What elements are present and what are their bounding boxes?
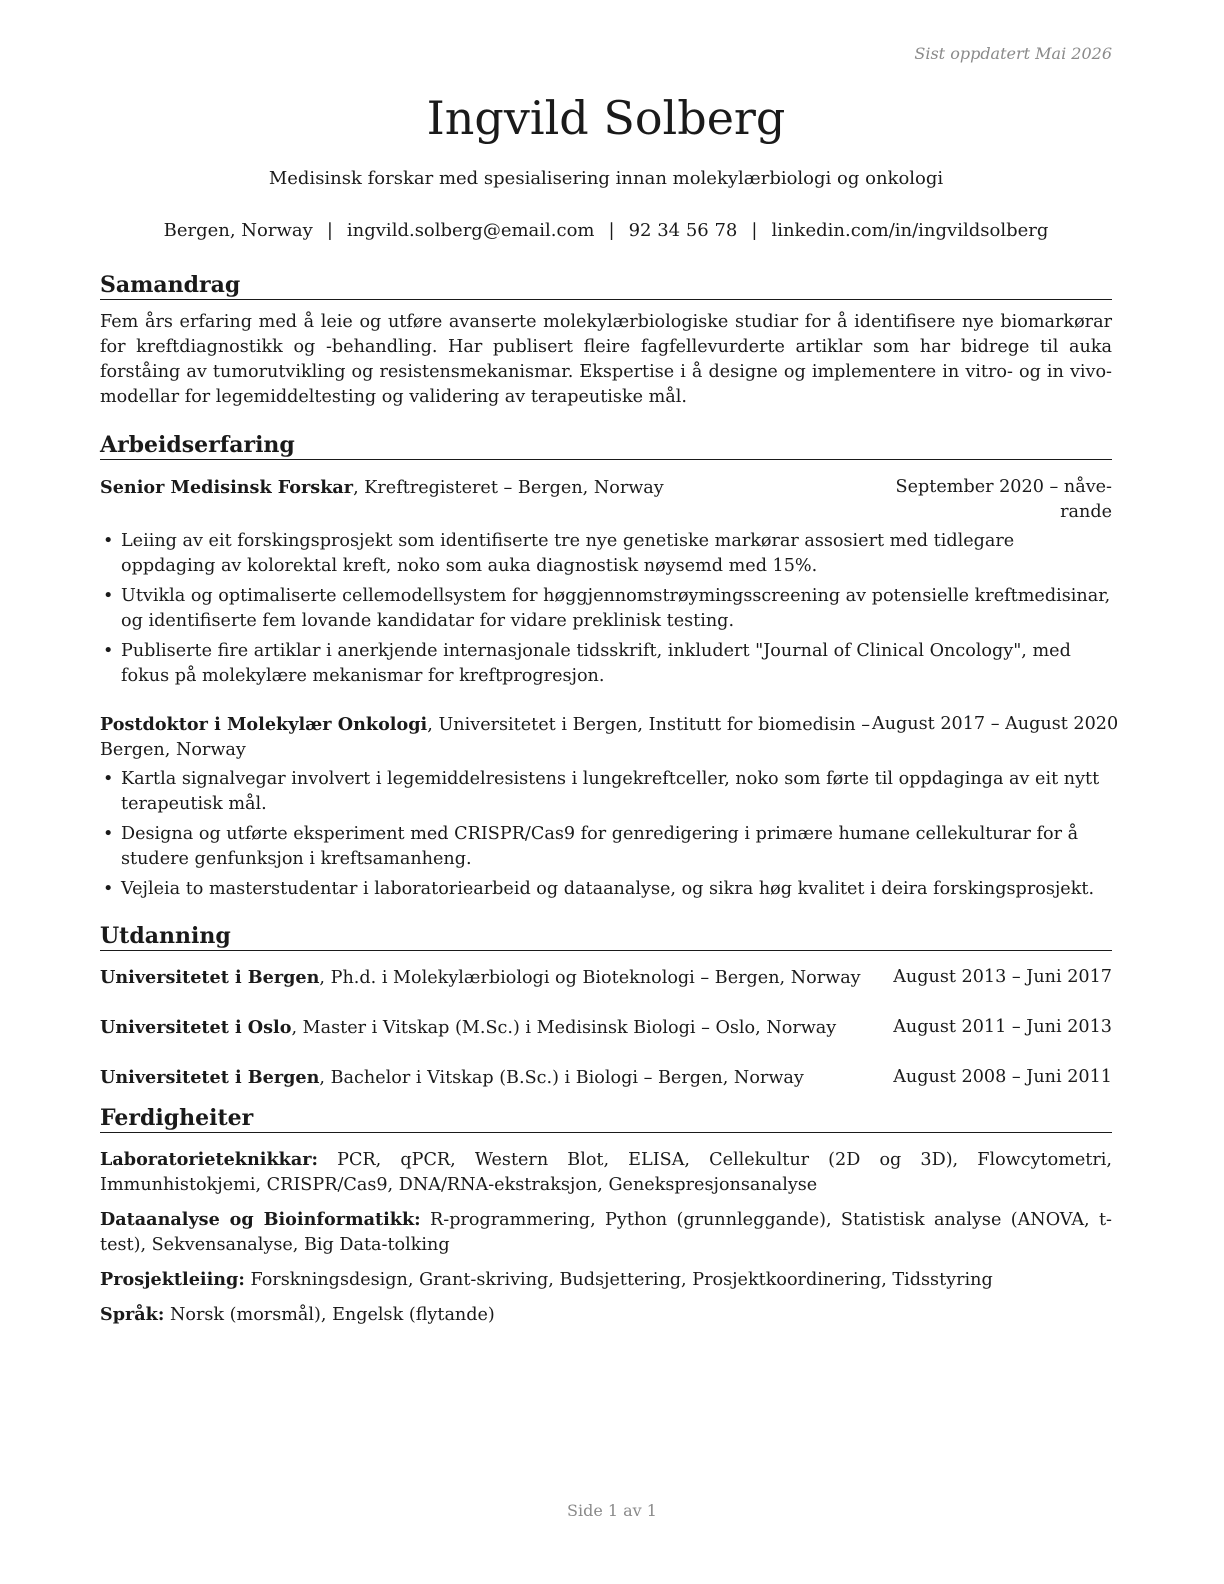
education-school: Universitetet i Bergen bbox=[100, 967, 320, 988]
contact-separator: | bbox=[751, 220, 758, 241]
education-degree: , Master i Vitskap (M.Sc.) i Medisinsk Biologi – Oslo, Norway bbox=[291, 1018, 837, 1038]
job-header bbox=[100, 475, 1112, 525]
skill-label: Dataanalyse og Bioinformatikk: bbox=[100, 1209, 421, 1230]
job-bullet: • Kartla signalvegar involvert i legemiddelresistens i lungekreftceller, noko som førte til oppdaginga av eit nytt terapeutisk mål. bbox=[100, 767, 1112, 817]
education-entry bbox=[100, 1065, 1112, 1091]
section-title-experience: Arbeidserfaring bbox=[100, 431, 1112, 460]
contact-line bbox=[100, 219, 1112, 243]
job-bullets bbox=[100, 529, 1112, 689]
page-number: Side 1 av 1 bbox=[567, 1501, 657, 1520]
skill-row bbox=[100, 1147, 1112, 1198]
education-date: August 2008 – Juni 2011 bbox=[893, 1067, 1112, 1087]
job-entry bbox=[100, 475, 1112, 689]
section-title-skills: Ferdigheiter bbox=[100, 1104, 1112, 1133]
contact-phone: 92 34 56 78 bbox=[628, 220, 738, 241]
job-header bbox=[100, 712, 1119, 763]
skill-value: Forskningsdesign, Grant-skriving, Budsjettering, Prosjektkoordinering, Tidsstyring bbox=[244, 1270, 993, 1290]
summary-section bbox=[100, 271, 1112, 410]
education-entry bbox=[100, 965, 1112, 991]
last-updated: Sist oppdatert Mai 2026 bbox=[914, 44, 1112, 63]
contact-linkedin[interactable]: linkedin.com/in/ingvildsolberg bbox=[771, 220, 1049, 241]
education-date: August 2011 – Juni 2013 bbox=[893, 1017, 1112, 1037]
education-school: Universitetet i Bergen bbox=[100, 1067, 320, 1088]
contact-email[interactable]: ingvild.solberg@email.com bbox=[346, 220, 595, 241]
job-bullet: • Publiserte fire artiklar i anerkjende internasjonale tidsskrift, inkludert "Journal of Clinical Oncology", med fokus på molekylære mekanismar for kreftprogresjon. bbox=[100, 639, 1112, 689]
skill-row bbox=[100, 1267, 1112, 1293]
job-date: August 2017 – August 2020 bbox=[872, 714, 1119, 734]
section-title-education: Utdanning bbox=[100, 922, 1112, 951]
summary-text: Fem års erfaring med å leie og utføre avanserte molekylærbiologiske studiar for å identifisere nye biomarkørar for kreftdiagnostikk og -behandling. Har publisert fleire fagfellevurderte artiklar som har bidrege til auka forståing av tumorutvikling og resistensmekanismar. Ekspertise i å designe og implementere in vitro- og in vivo-modellar for legemiddeltesting og validering av terapeutiske mål. bbox=[100, 312, 1112, 407]
job-bullet: • Utvikla og optimaliserte cellemodellsystem for høggjennomstrøymingsscreening av potensielle kreftmedisinar, og identifiserte fem lovande kandidatar for vidare preklinisk testing. bbox=[100, 584, 1112, 634]
job-org: , Kreftregisteret – Bergen, Norway bbox=[353, 478, 664, 498]
education-section bbox=[100, 922, 1112, 1115]
section-title-summary: Samandrag bbox=[100, 271, 1112, 300]
job-role: Senior Medisinsk Forskar bbox=[100, 477, 354, 498]
skill-label: Prosjektleiing: bbox=[100, 1269, 245, 1290]
job-bullet: • Designa og utførte eksperiment med CRISPR/Cas9 for genredigering i primære humane cellekulturar for å studere genfunksjon i kreftsamanheng. bbox=[100, 822, 1112, 872]
skills-section bbox=[100, 1104, 1112, 1337]
job-date: September 2020 – nåve-rande bbox=[895, 477, 1112, 522]
education-degree: , Ph.d. i Molekylærbiologi og Bioteknologi – Bergen, Norway bbox=[319, 968, 861, 988]
contact-location: Bergen, Norway bbox=[163, 220, 313, 241]
education-degree: , Bachelor i Vitskap (B.Sc.) i Biologi – Bergen, Norway bbox=[319, 1068, 804, 1088]
education-date: August 2013 – Juni 2017 bbox=[893, 967, 1112, 987]
skill-value: R-programmering, Python (grunnleggande), Statistisk analyse (ANOVA, t-test), Sekvensanalyse, Big Data-tolking bbox=[100, 1210, 1112, 1255]
skill-label: Laboratorieteknikkar: bbox=[100, 1149, 319, 1170]
experience-section bbox=[100, 431, 1119, 907]
job-bullet: • Leiing av eit forskingsprosjekt som identifiserte tre nye genetiske markørar assosiert med tidlegare oppdaging av kolorektal kreft, noko som auka diagnostisk nøysemd med 15%. bbox=[100, 529, 1112, 579]
job-bullets bbox=[100, 767, 1112, 902]
person-name: Ingvild Solberg bbox=[426, 91, 786, 145]
skill-label: Språk: bbox=[100, 1304, 165, 1325]
contact-separator: | bbox=[608, 220, 615, 241]
skill-value: PCR, qPCR, Western Blot, ELISA, Cellekultur (2D og 3D), Flowcytometri, Immunhistokjemi, CRISPR/Cas9, DNA/RNA-ekstraksjon, Genekspresjonsanalyse bbox=[100, 1150, 1112, 1195]
education-entry bbox=[100, 1015, 1112, 1041]
job-role: Postdoktor i Molekylær Onkologi bbox=[100, 714, 428, 735]
contact-separator: | bbox=[326, 220, 333, 241]
job-entry bbox=[100, 712, 1119, 902]
skill-row bbox=[100, 1207, 1112, 1258]
job-bullet: • Vejleia to masterstudentar i laboratoriearbeid og dataanalyse, og sikra høg kvalitet i deira forskingsprosjekt. bbox=[100, 877, 1112, 902]
skill-row bbox=[100, 1302, 1112, 1328]
job-org: , Universitetet i Bergen, Institutt for biomedisin – Bergen, Norway bbox=[100, 715, 870, 760]
education-school: Universitetet i Oslo bbox=[100, 1017, 292, 1038]
tagline: Medisinsk forskar med spesialisering innan molekylærbiologi og onkologi bbox=[268, 168, 944, 189]
skill-value: Norsk (morsmål), Engelsk (flytande) bbox=[164, 1305, 495, 1325]
